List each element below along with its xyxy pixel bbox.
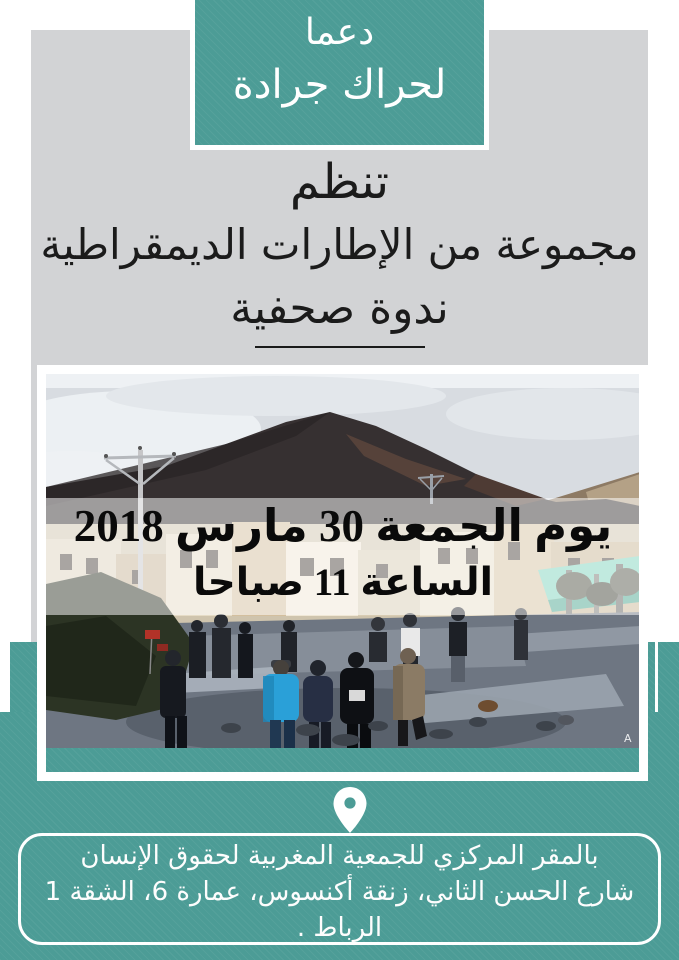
intro-organizers: مجموعة من الإطارات الديمقراطية [40, 220, 639, 269]
address-box [18, 833, 661, 945]
location-pin-icon [331, 786, 369, 834]
banner-box [190, 0, 489, 150]
event-photo [46, 374, 640, 748]
address-street-line: شارع الحسن الثاني، زنقة أكنسوس، عمارة 6، الشقة 1 [44, 877, 635, 907]
banner-movement-line: لحراك جرادة [232, 62, 447, 108]
address-city-line: الرباط . [296, 913, 383, 943]
photo-watermark: A [624, 732, 632, 745]
photo-date-text: يوم الجمعة 30 مارس 2018 [73, 501, 613, 551]
intro-block [31, 152, 648, 348]
banner-support-line: دعما [304, 12, 375, 53]
address-venue-line: بالمقر المركزي للجمعية المغربية لحقوق الإنسان [80, 841, 599, 871]
intro-organizes: تنظم [289, 154, 390, 210]
intro-event-type: ندوة صحفية [230, 283, 449, 334]
event-type-underline [255, 346, 425, 348]
photo-time-text: الساعة 11 صباحا [192, 561, 493, 604]
